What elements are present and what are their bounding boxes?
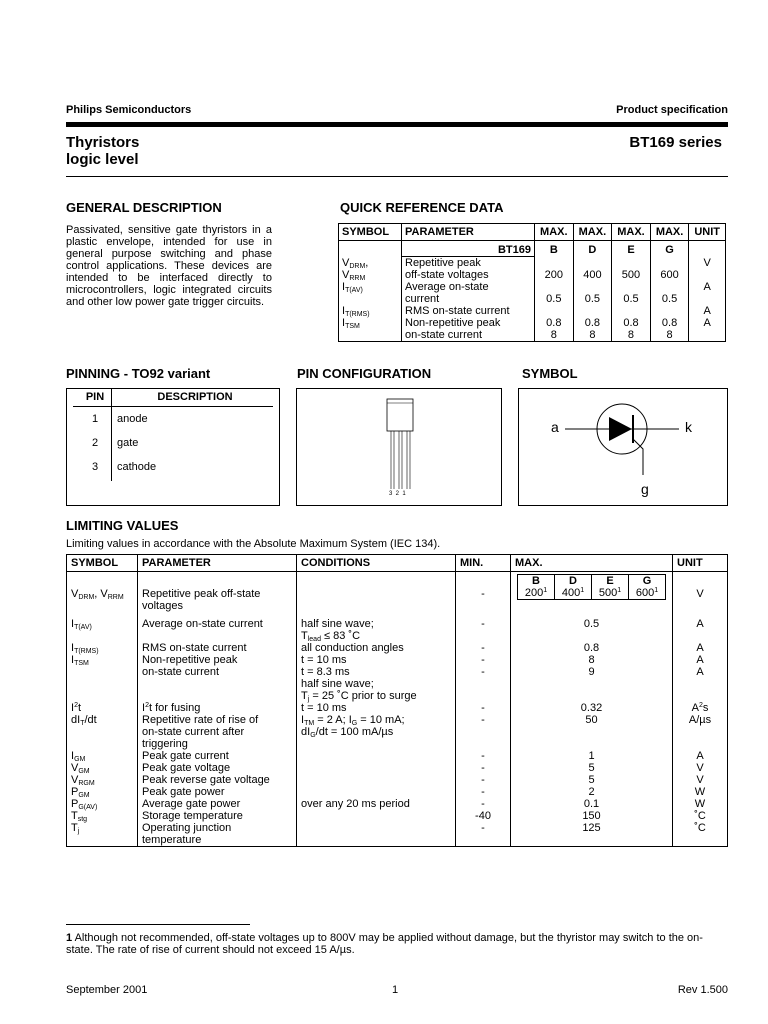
- qrd-row: $V_{DRM}$, Repetitive peak V: [339, 257, 726, 270]
- qrd-header-symbol: SYMBOL: [339, 224, 402, 241]
- pin-header: PIN: [73, 389, 117, 407]
- lv-header-parameter: PARAMETER: [138, 555, 297, 572]
- qrd-row: $I_{T(AV)}$ Average on-state A: [339, 281, 726, 293]
- qrd-header-unit: UNIT: [694, 226, 721, 238]
- product-title: Thyristors logic level: [66, 134, 140, 168]
- description-header: DESCRIPTION: [117, 389, 273, 407]
- product-series: BT169 series: [629, 134, 722, 151]
- footnote: 1 Although not recommended, off-state voltages up to 800V may be applied without damage, but the thyristor may switch to the on-state. The rate of rise of current should not exceed 15 A/µs.: [66, 932, 703, 956]
- lv-row: $I_{GM}$ $V_{GM}$ $V_{RGM}$ $P_{GM}$ $P_{G(AV)}$ $T_{stg}$ $T_j$ Peak gate current Peak gate voltage Peak reverse gate voltage Peak gate power Average gate power Storage temperature Operating junction temperature over any 20 ms period - - - - - -40 - 1 5 5 2 0.1 150 125 A V V W W ˚C ˚C: [67, 750, 728, 847]
- pinning-table: [73, 389, 273, 479]
- pin-row: 2 gate: [91, 437, 139, 449]
- qrd-header-max: MAX.: [612, 224, 651, 241]
- symbol-heading: SYMBOL: [522, 366, 578, 381]
- gate-label: g: [641, 481, 649, 497]
- pinning-divider: [111, 389, 112, 481]
- limiting-values-heading: LIMITING VALUES: [66, 518, 179, 533]
- document-type: Product specification: [616, 104, 728, 116]
- lv-header-unit: UNIT: [677, 557, 703, 569]
- qrd-grade: E: [612, 241, 651, 257]
- qrd-grade: G: [650, 241, 689, 257]
- lv-header-conditions: CONDITIONS: [297, 555, 456, 572]
- lv-header-max: MAX.: [511, 555, 673, 572]
- company-name: Philips Semiconductors: [66, 104, 192, 116]
- pin-row: 3 cathode: [91, 461, 157, 473]
- pinning-heading: PINNING - TO92 variant: [66, 366, 211, 381]
- symbol-box: [518, 388, 728, 506]
- qrd-header-max: MAX.: [650, 224, 689, 241]
- quick-reference-table: [338, 223, 726, 342]
- pinning-table-box: [66, 388, 280, 506]
- qrd-row: $V_{RRM}$ off-state voltages 200 400 500 600: [339, 269, 726, 281]
- qrd-row: $I_{TSM}$ Non-repetitive peak 0.8 0.8 0.8 0.8 A: [339, 317, 726, 329]
- general-description-text: Passivated, sensitive gate thyristors in a plastic envelope, intended for use in general purpose switching and phase control applications. These devices are intended to be interfaced directly to microcontrollers, logic integrated circuits and other low power gate trigger circuits.: [66, 224, 272, 308]
- revision: Rev 1.500: [677, 984, 728, 996]
- title-rule: [66, 176, 728, 177]
- qrd-header-parameter: PARAMETER: [402, 224, 535, 241]
- cathode-label: k: [685, 419, 692, 435]
- page-number: 1: [392, 984, 399, 996]
- lv-grade-table: B D E G $200^1$ $400^1$ $500^1$ $600^1$: [517, 574, 666, 600]
- qrd-row: $I_{T(RMS)}$ RMS on-state current A: [339, 305, 726, 317]
- pin-configuration-heading: PIN CONFIGURATION: [297, 366, 432, 381]
- pin-configuration-box: [296, 388, 502, 506]
- general-description-heading: GENERAL DESCRIPTION: [66, 200, 222, 215]
- anode-label: a: [551, 419, 559, 435]
- qrd-grade: B: [535, 241, 574, 257]
- limiting-values-table: [66, 554, 728, 847]
- qrd-grade: D: [573, 241, 612, 257]
- lv-header-min: MIN.: [456, 555, 511, 572]
- lv-header-symbol: SYMBOL: [67, 555, 138, 572]
- quick-reference-heading: QUICK REFERENCE DATA: [340, 200, 504, 215]
- qrd-header-max: MAX.: [573, 224, 612, 241]
- qrd-row: current 0.5 0.5 0.5 0.5: [339, 293, 726, 305]
- lv-row: $V_{DRM}$, $V_{RRM}$ Repetitive peak off-state voltages - B D E G $200^1$ $400^1$ $500^1$ $600^1$ V: [67, 572, 728, 613]
- limiting-values-subtitle: Limiting values in accordance with the Absolute Maximum System (IEC 134).: [66, 538, 441, 550]
- qrd-part-number: BT169: [402, 241, 535, 257]
- pin-number-labels: 3 2 1: [389, 491, 406, 497]
- lv-row: $I^2t$ $dI_T/dt$ $I^2t$ for fusing Repetitive rate of rise of on-state current after triggering t = 10 ms $I_{TM} = 2$ A; $I_G = 10$ mA; $dI_G/dt = 100$ mA/µs - - 0.32 50 $A^2s$ A/µs: [67, 702, 728, 750]
- header-rule: [66, 122, 728, 127]
- footer-date: September 2001: [66, 984, 148, 996]
- pin-row: 1 anode: [91, 413, 148, 425]
- to92-package-drawing: [297, 389, 501, 505]
- qrd-header-max: MAX.: [535, 224, 574, 241]
- footnote-rule: [66, 924, 250, 925]
- qrd-row: on-state current 8 8 8 8: [339, 329, 726, 342]
- lv-row: $I_{T(AV)}$ Average on-state current half sine wave; $T_{lead} \le 83$ ˚C - 0.5 A: [67, 612, 728, 642]
- lv-row: $I_{T(RMS)}$ $I_{TSM}$ RMS on-state current Non-repetitive peak on-state current all conduction angles t = 10 ms t = 8.3 ms half sine wave; $T_j = 25$ ˚C prior to surge - - - 0.8 8 9 A A A: [67, 642, 728, 702]
- thyristor-symbol-icon: [519, 389, 727, 505]
